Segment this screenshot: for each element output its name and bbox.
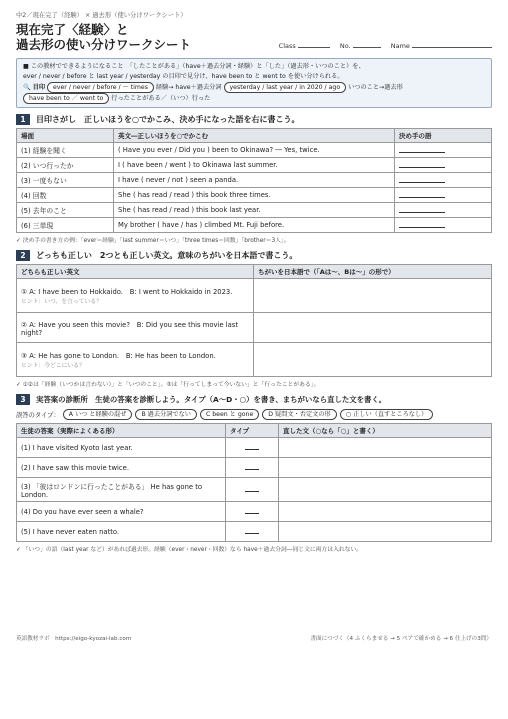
corrected-answer[interactable] <box>279 458 492 478</box>
pill-experience: ever / never / before / ～ times <box>47 82 154 93</box>
no-label: No. <box>340 42 381 50</box>
keyword-answer[interactable] <box>395 188 492 203</box>
sentence-pair-cell: ② A: Have you seen this movie? B: Did you see this movie last night? <box>17 313 254 343</box>
sentence-cell[interactable]: ( Have you ever / Did you ) been to Okinawa? ― Yes, twice. <box>114 143 395 158</box>
sentence-pair-cell: ① A: I have been to Hokkaido. B: I went to Hokkaido in 2023. ヒント：いつ、を言っている？ <box>17 279 254 313</box>
section-1-heading <box>16 114 492 125</box>
table-row <box>17 522 492 542</box>
hint-text: ヒント：いつ、を言っている？ <box>21 299 102 305</box>
sentence-cell[interactable]: I ( have been / went ) to Okinawa last summer. <box>114 158 395 173</box>
corrected-answer[interactable] <box>279 522 492 542</box>
student-answer-cell: (2) I have saw this movie twice. <box>17 458 226 478</box>
s1-header-scene: 場面 <box>17 129 114 143</box>
type-answer[interactable] <box>226 522 279 542</box>
section-2-table <box>16 264 492 377</box>
table-row <box>17 458 492 478</box>
keyword-answer[interactable] <box>395 158 492 173</box>
keyword-answer[interactable] <box>395 218 492 233</box>
sentence-cell[interactable]: I have ( never / not ) seen a panda. <box>114 173 395 188</box>
type-answer[interactable] <box>226 478 279 502</box>
section-3-title: 実答案の診断所 生徒の答案を診断しよう。タイプ（A～D・○）を書き、まちがいなら直した文を書く。 <box>36 395 387 404</box>
table-row <box>17 188 492 203</box>
type-b: B 過去分詞でない <box>135 409 197 420</box>
s3-header-type: タイプ <box>226 424 279 438</box>
table-row <box>17 143 492 158</box>
corrected-answer[interactable] <box>279 502 492 522</box>
scene-cell: (1) 経験を聞く <box>17 143 114 158</box>
section-1-number: 1 <box>16 114 30 125</box>
section-2-number: 2 <box>16 250 30 261</box>
table-row <box>17 438 492 458</box>
table-row <box>17 173 492 188</box>
scene-cell: (2) いつ行ったか <box>17 158 114 173</box>
corrected-answer[interactable] <box>279 438 492 458</box>
s1-header-sentence: 英文―正しいほうを○でかこむ <box>114 129 395 143</box>
type-answer[interactable] <box>226 438 279 458</box>
corrected-answer[interactable] <box>279 478 492 502</box>
keyword-answer[interactable] <box>395 173 492 188</box>
type-answer[interactable] <box>226 458 279 478</box>
table-row <box>17 313 492 343</box>
search-icon: 🔍 <box>23 84 31 91</box>
scene-cell: (5) 去年のこと <box>17 203 114 218</box>
student-answer-cell: (3) 「彼はロンドンに行ったことがある」 He has gone to London. <box>17 478 226 502</box>
table-row <box>17 218 492 233</box>
arrow-experience: 経験→ have＋過去分詞 <box>155 84 222 91</box>
table-row <box>17 478 492 502</box>
after-been-went: 行ったことがある／（いつ）行った <box>111 95 211 102</box>
name-label: Name <box>391 42 492 50</box>
keyword-answer[interactable] <box>395 143 492 158</box>
type-answer[interactable] <box>226 502 279 522</box>
goal-box <box>16 58 492 108</box>
scene-cell: (4) 回数 <box>17 188 114 203</box>
title-line-1: 現在完了〈経験〉と <box>16 22 129 37</box>
section-3-heading <box>16 394 492 405</box>
s3-header-answer: 生徒の答案（実際によくある形） <box>17 424 226 438</box>
s1-header-keyword: 決め手の語 <box>395 129 492 143</box>
page-title <box>16 22 191 52</box>
section-2-title: どっちも正しい 2つとも正しい英文。意味のちがいを日本語で書こう。 <box>36 251 298 260</box>
section-1-table <box>16 128 492 233</box>
type-correct: ○ 正しい（直すところなし） <box>340 409 434 420</box>
error-types <box>16 409 492 420</box>
difference-answer[interactable] <box>254 343 492 377</box>
s2-header-sentences: どちらも正しい英文 <box>17 265 254 279</box>
class-label: Class <box>279 42 330 50</box>
keyword-answer[interactable] <box>395 203 492 218</box>
pill-past: yesterday / last year / in 2020 / ago <box>224 82 347 93</box>
student-answer-cell: (5) I have never eaten natto. <box>17 522 226 542</box>
goal-markers <box>23 82 485 104</box>
sentence-cell[interactable]: She ( has read / read ) this book three times. <box>114 188 395 203</box>
title-row <box>16 22 492 52</box>
sentence-cell[interactable]: She ( has read / read ) this book last year. <box>114 203 395 218</box>
s3-header-corrected: 直した文（○なら「○」と書く） <box>279 424 492 438</box>
section-2-heading <box>16 250 492 261</box>
topline: 中2／現在完了（経験） × 過去形（使い分けワークシート） <box>16 12 187 19</box>
student-answer-cell: (1) I have visited Kyoto last year. <box>17 438 226 458</box>
footer-right: 書面につづく（4 ふくらませる → 5 ペアで確かめる → 6 仕上げの3問） <box>310 636 492 642</box>
scene-cell: (6) 三単現 <box>17 218 114 233</box>
student-answer-cell: (4) Do you have ever seen a whale? <box>17 502 226 522</box>
difference-answer[interactable] <box>254 313 492 343</box>
section-1-note: ✓ 決め手の書き方の例：「ever＝経験」「last summer＝いつ」「three times＝回数」「brother＝3人」。 <box>16 238 290 244</box>
footer-left: 英語教材ラボ https://eigo-kyozai-lab.com <box>16 636 132 642</box>
types-label: 誤答のタイプ： <box>16 412 60 419</box>
table-row <box>17 502 492 522</box>
scene-cell: (3) 一度もない <box>17 173 114 188</box>
table-row <box>17 343 492 377</box>
table-row <box>17 158 492 173</box>
hint-text: ヒント：今どこにいる？ <box>21 363 85 369</box>
target-label: 目印 <box>32 84 46 91</box>
section-2-note: ✓ ①②は「経験（いつかは言わない）」と「いつのこと」。③は「行ってしまって今いない」と「行ったことがある」。 <box>16 382 320 388</box>
type-d: D 疑問文・否定文の形 <box>262 409 336 420</box>
type-a: A いつ と経験の混ぜ <box>63 409 133 420</box>
student-info <box>279 42 492 52</box>
after-past: いつのこと→過去形 <box>348 84 403 91</box>
table-row <box>17 203 492 218</box>
section-3-note: ✓ 「いつ」の語（last year など）があれば過去形。経験（ever・never・回数）なら have＋過去分詞―同じ文に両方は入れない。 <box>16 547 363 553</box>
section-3-number: 3 <box>16 394 30 405</box>
goal-line-1: ■ この教材でできるようになること 「したことがある」（have＋過去分詞・経験）と「した」（過去形・いつのこと）を、 <box>23 63 365 70</box>
title-line-2: 過去形の使い分けワークシート <box>16 37 192 52</box>
sentence-pair-cell: ③ A: He has gone to London. B: He has been to London. ヒント：今どこにいる？ <box>17 343 254 377</box>
page-footer <box>16 634 492 642</box>
difference-answer[interactable] <box>254 279 492 313</box>
s2-header-difference: ちがいを日本語で（「Aは～、Bは～」の形で） <box>254 265 492 279</box>
pill-been-went: have been to ／ went to <box>23 93 109 104</box>
table-row <box>17 279 492 313</box>
section-1-title: 目印さがし 正しいほうを○でかこみ、決め手になった語を右に書こう。 <box>36 115 300 124</box>
sentence-cell[interactable]: My brother ( have / has ) climbed Mt. Fuji before. <box>114 218 395 233</box>
goal-line-2: ever / never / before と last year / yesterday の目印で見分け、have been to と went to を使い分けられる。 <box>23 73 344 80</box>
type-c: C been と gone <box>200 409 259 420</box>
section-3-table <box>16 423 492 542</box>
